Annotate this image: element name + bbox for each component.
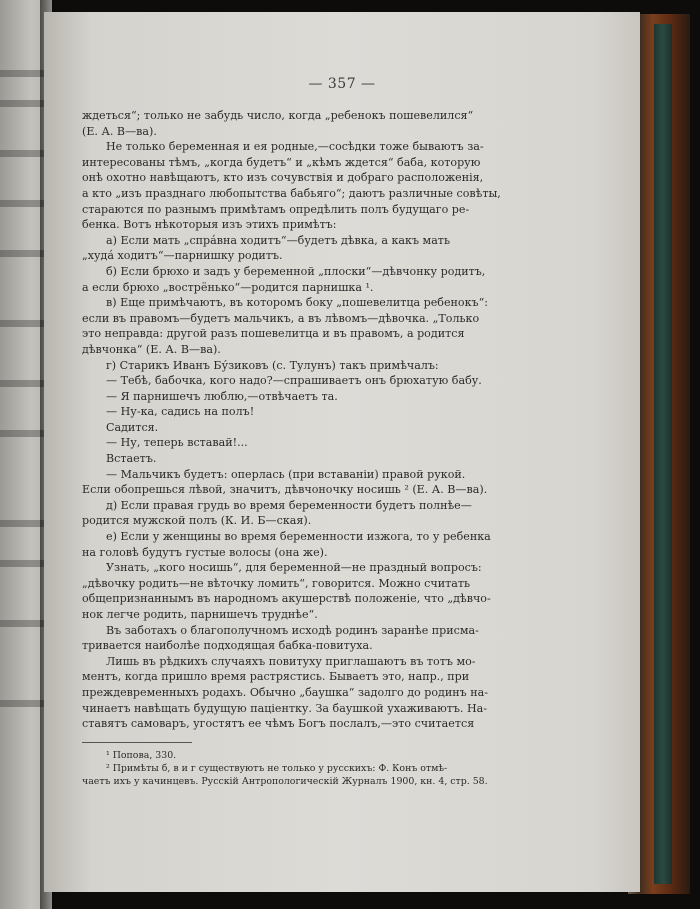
- text-line: если въ правомъ—будетъ мальчикъ, а въ лѣвомъ—дѣвочка. „Только: [82, 311, 480, 325]
- text-line: а если брюхо „вострёнько“—родится парнишка ¹.: [82, 280, 374, 294]
- text-line: б) Если брюхо и задъ у беременной „плоски“—дѣвчонку родитъ,: [106, 264, 486, 278]
- text-line: нок легче родить, парнишечъ труднѣе“.: [82, 608, 318, 621]
- footnote-line: чаетъ ихъ у качинцевъ. Русскій Антропологическій Журналъ 1900, кн. 4, стр. 58.: [82, 776, 488, 787]
- text-line: Не только беременная и ея родные,—сосѣдки тоже бываютъ за-: [106, 140, 484, 154]
- page-number: — 357 —: [308, 76, 376, 92]
- text-line: в) Еще примѣчаютъ, въ которомъ боку „пошевелитца ребенокъ“:: [106, 296, 489, 310]
- text-line: Узнать, „кого носишь“, для беременной—не праздный вопросъ:: [106, 561, 482, 575]
- text-line: е) Если у женщины во время беременности изжога, то у ребенка: [106, 530, 491, 544]
- footnote-line: ² Примѣты б, в и г существуютъ не только у русскихъ: Ф. Конъ отмѣ-: [106, 763, 448, 774]
- text-line: Если обопрешься лѣвой, значитъ, дѣвчоночку носишь ² (Е. А. В—ва).: [82, 483, 488, 497]
- text-line: чинаетъ навѣщать будущую паціентку. За баушкой ухаживаютъ. На-: [82, 701, 488, 715]
- text-line: на головѣ будутъ густые волосы (она же).: [82, 545, 328, 559]
- text-line: а кто „изъ празднаго любопытства бабьяго“; даютъ различные совѣты,: [82, 186, 501, 200]
- text-line: — Ну, теперь вставай!...: [106, 436, 248, 450]
- text-line: Лишь въ рѣдкихъ случаяхъ повитуху приглашаютъ въ тотъ мо-: [106, 654, 476, 668]
- text-line: Въ заботахъ о благополучномъ исходѣ родинъ заранѣе присма-: [106, 623, 479, 637]
- text-line: стараются по разнымъ примѣтамъ опредѣлить полъ будущаго ре-: [82, 202, 470, 216]
- text-line: ставятъ самоваръ, угостятъ ее чѣмъ Богъ послалъ,—это считается: [82, 717, 475, 731]
- footnote-rule: [82, 742, 192, 743]
- text-line: а) Если мать „спрáвна ходитъ“—будетъ дѣвка, а какъ мать: [106, 233, 450, 247]
- text-line: преждевременныхъ родахъ. Обычно „баушка“ задолго до родинъ на-: [82, 685, 488, 699]
- text-line: г) Старикъ Иванъ Бу́зиковъ (с. Тулунъ) такъ примѣчалъ:: [106, 358, 439, 372]
- text-line: общепризнаннымъ въ народномъ акушерствѣ положеніе, что „дѣвчо-: [82, 592, 491, 606]
- text-line: ждеться“; только не забудь число, когда „ребенокъ пошевелился“: [82, 109, 474, 122]
- book-page: [44, 12, 640, 892]
- text-line: дѣвчонка“ (Е. А. В—ва).: [82, 342, 221, 356]
- body-text: [82, 108, 544, 732]
- text-line: — Я парнишечъ люблю,—отвѣчаетъ та.: [106, 389, 338, 403]
- text-line: онѣ охотно навѣщаютъ, кто изъ сочувствія и добраго расположенія,: [82, 171, 484, 185]
- text-line: родится мужской полъ (К. И. Б—ская).: [82, 514, 312, 528]
- text-line: д) Если правая грудь во время беременности будетъ полнѣе—: [106, 498, 472, 512]
- text-line: бенка. Вотъ нѣкоторыя изъ этихъ примѣтъ:: [82, 218, 337, 232]
- text-line: — Мальчикъ будетъ: оперлась (при вставаніи) правой рукой.: [106, 467, 466, 481]
- text-line: — Тебѣ, бабочка, кого надо?—спрашиваетъ онъ брюхатую бабу.: [106, 374, 482, 388]
- text-line: Встаетъ.: [106, 452, 157, 466]
- text-line: интересованы тѣмъ, „когда будетъ“ и „кѣмъ ждется“ баба, которую: [82, 155, 481, 169]
- text-line: ментъ, когда пришло время растрястись. Бываетъ это, напр., при: [82, 670, 470, 684]
- text-line: Садится.: [106, 420, 159, 434]
- text-line: „дѣвочку родить—не вѣточку ломить“, говорится. Можно считать: [82, 576, 471, 590]
- text-line: (Е. А. В—ва).: [82, 124, 157, 138]
- footnotes: [82, 749, 544, 788]
- text-line: — Ну-ка, садись на полъ!: [106, 405, 255, 419]
- text-line: это неправда: другой разъ пошевелитца и въ правомъ, а родится: [82, 327, 465, 341]
- book-cover-edge: [654, 24, 672, 884]
- text-line: тривается наиболѣе подходящая бабка-повитуха.: [82, 639, 373, 653]
- text-line: „худá ходитъ“—парнишку родитъ.: [82, 249, 283, 263]
- footnote-line: ¹ Попова, 330.: [106, 750, 177, 761]
